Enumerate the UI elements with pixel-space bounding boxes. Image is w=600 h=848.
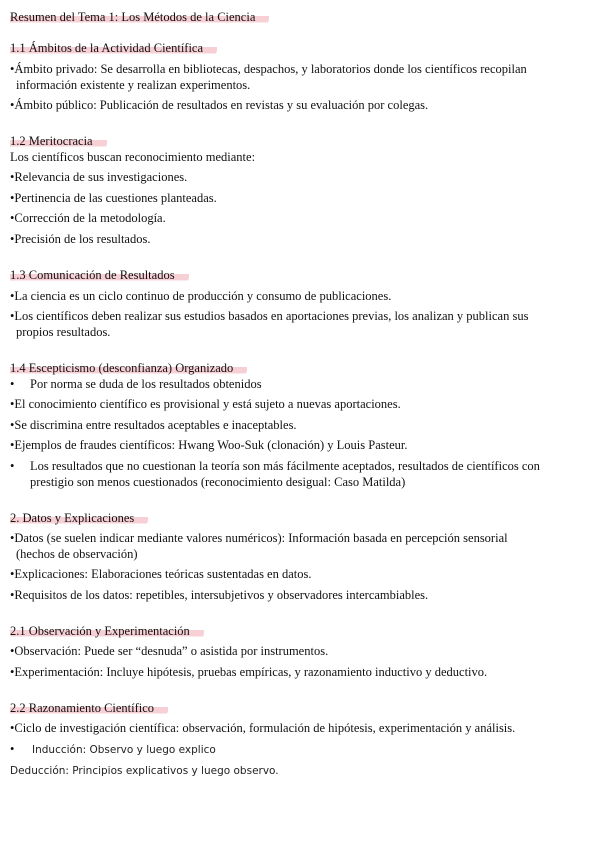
s2-bullet-1-line-2: (hechos de observación) xyxy=(16,547,138,561)
s13-bullet-2-line-1: •Los científicos deben realizar sus estudios basados en aportaciones previas, los analizan y publican sus xyxy=(10,309,529,323)
s12-item-2: •Pertinencia de las cuestiones planteadas. xyxy=(10,191,217,205)
s14-bullet-5-text: Los resultados que no cuestionan la teoría son más fácilmente aceptados, resultados de científicos con xyxy=(30,459,540,473)
s11-bullet-1-line-1: •Ámbito privado: Se desarrolla en bibliotecas, despachos, y laboratorios donde los científicos recopilan xyxy=(10,62,527,76)
heading-2-2: 2.2 Razonamiento Científico xyxy=(10,700,168,716)
bullet-mark: • xyxy=(10,377,15,391)
s2-bullet-3: •Requisitos de los datos: repetibles, intersubjetivos y observadores intercambiables. xyxy=(10,588,429,602)
bullet-mark: • xyxy=(10,459,15,473)
s22-bullet-2 xyxy=(10,741,216,758)
s14-bullet-1-text: Por norma se duda de los resultados obtenidos xyxy=(30,377,262,391)
s12-item-4: •Precisión de los resultados. xyxy=(10,232,151,246)
s14-bullet-3: •Se discrimina entre resultados aceptables e inaceptables. xyxy=(10,418,297,432)
heading-2-1: 2.1 Observación y Experimentación xyxy=(10,623,204,639)
heading-1-3: 1.3 Comunicación de Resultados xyxy=(10,267,189,283)
s13-bullet-2-line-2: propios resultados. xyxy=(16,325,111,339)
s22-bullet-2-text: Inducción: Observo y luego explico xyxy=(32,744,216,756)
s14-bullet-2: •El conocimiento científico es provisional y está sujeto a nuevas aportaciones. xyxy=(10,397,401,411)
heading-1-4: 1.4 Escepticismo (desconfianza) Organizado xyxy=(10,360,247,376)
s21-bullet-1: •Observación: Puede ser “desnuda” o asistida por instrumentos. xyxy=(10,644,329,658)
s21-bullet-2: •Experimentación: Incluye hipótesis, pruebas empíricas, y razonamiento inductivo y deductivo. xyxy=(10,665,488,679)
heading-1-1: 1.1 Ámbitos de la Actividad Científica xyxy=(10,40,217,56)
s2-bullet-2: •Explicaciones: Elaboraciones teóricas sustentadas en datos. xyxy=(10,567,312,581)
s12-item-3: •Corrección de la metodología. xyxy=(10,211,166,225)
s22-line-3: Deducción: Principios explicativos y luego observo. xyxy=(10,765,279,777)
s2-bullet-1-line-1: •Datos (se suelen indicar mediante valores numéricos): Información basada en percepción sensorial xyxy=(10,531,508,545)
s22-bullet-1: •Ciclo de investigación científica: observación, formulación de hipótesis, experimentación y análisis. xyxy=(10,721,516,735)
s14-bullet-4: •Ejemplos de fraudes científicos: Hwang Woo-Suk (clonación) y Louis Pasteur. xyxy=(10,438,408,452)
heading-2: 2. Datos y Explicaciones xyxy=(10,510,148,526)
s11-bullet-2: •Ámbito público: Publicación de resultados en revistas y su evaluación por colegas. xyxy=(10,98,429,112)
s14-bullet-5-line-2: prestigio son menos cuestionados (reconocimiento desigual: Caso Matilda) xyxy=(30,475,406,489)
document-title: Resumen del Tema 1: Los Métodos de la Ciencia xyxy=(10,9,269,25)
heading-1-2: 1.2 Meritocracia xyxy=(10,133,107,149)
s12-item-1: •Relevancia de sus investigaciones. xyxy=(10,170,188,184)
s14-bullet-5-line-1 xyxy=(10,458,540,474)
s14-bullet-1 xyxy=(10,376,262,392)
bullet-mark: • xyxy=(10,742,15,756)
s11-bullet-1-line-2: información existente y realizan experimentos. xyxy=(16,78,251,92)
s13-bullet-1: •La ciencia es un ciclo continuo de producción y consumo de publicaciones. xyxy=(10,289,392,303)
s12-intro: Los científicos buscan reconocimiento mediante: xyxy=(10,150,256,164)
